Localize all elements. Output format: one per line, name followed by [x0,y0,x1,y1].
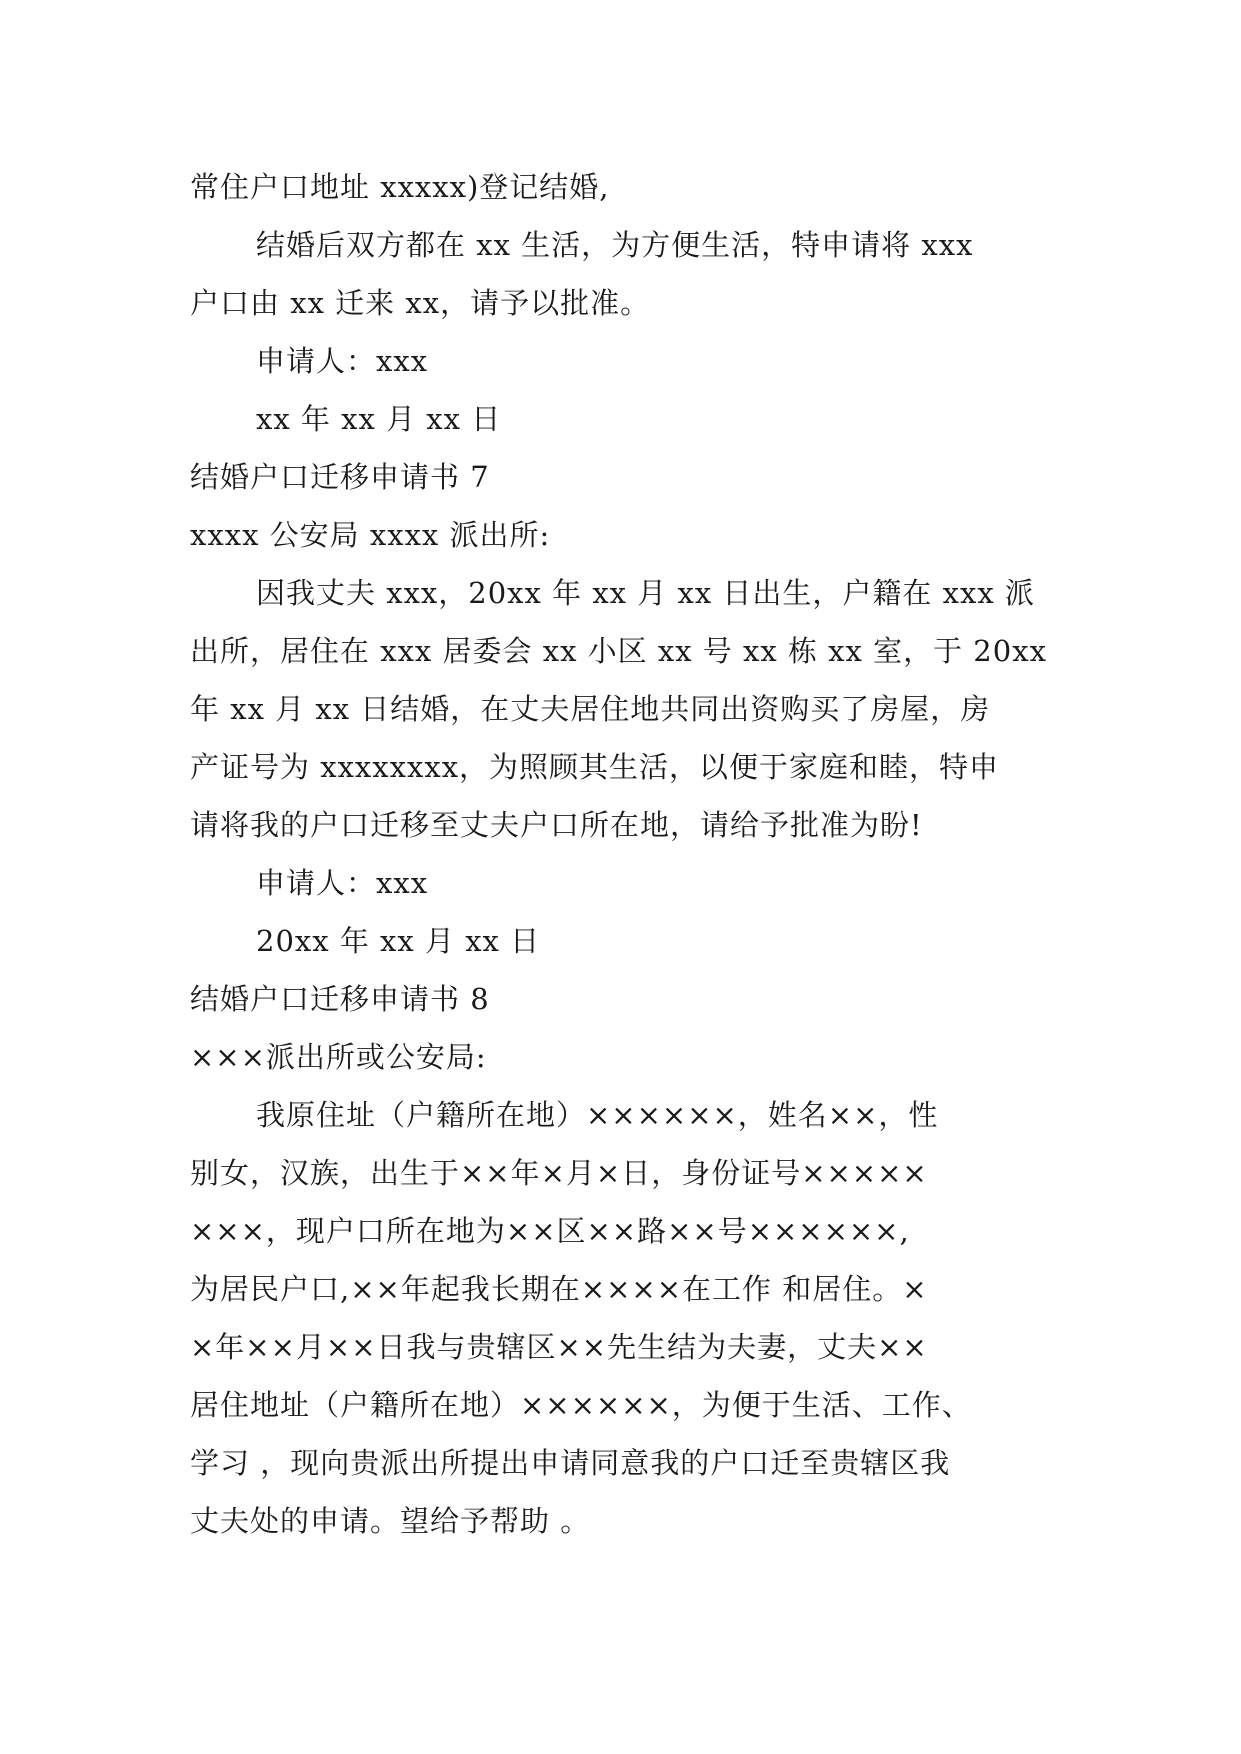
document-page [190,158,1070,1550]
date-line: xx 年 xx 月 xx 日 [256,402,502,436]
signature-line: 申请人：xxx [256,866,429,900]
addressee-line: ×××派出所或公安局: [190,1040,487,1074]
text-line: 产证号为 xxxxxxxx，为照顾其生活，以便于家庭和睦，特申 [190,750,1000,784]
text-line: 因我丈夫 xxx，20xx 年 xx 月 xx 日出生，户籍在 xxx 派 [256,576,1035,610]
date-line: 20xx 年 xx 月 xx 日 [256,924,541,958]
text-line: 户口由 xx 迁来 xx，请予以批准。 [190,286,651,320]
signature-line: 申请人：xxx [256,344,429,378]
text-line: 别女，汉族，出生于××年×月×日，身份证号××××× [190,1156,928,1190]
text-line: 丈夫处的申请。望给予帮助 。 [190,1504,591,1538]
text-line: ×××，现户口所在地为××区××路××号××××××, [190,1214,910,1248]
text-line: 居住地址（户籍所在地）××××××，为便于生活、工作、 [190,1388,972,1422]
section-title: 结婚户口迁移申请书 7 [190,460,490,494]
text-line: 学习 ，现向贵派出所提出申请同意我的户口迁至贵辖区我 [190,1446,951,1480]
text-line: 常住户口地址 xxxxx)登记结婚, [190,170,610,204]
text-line: 我原住址（户籍所在地）××××××，姓名××，性 [256,1098,939,1132]
addressee-line: xxxx 公安局 xxxx 派出所: [190,518,551,552]
text-line: 结婚后双方都在 xx 生活，为方便生活，特申请将 xxx [256,228,974,262]
text-line: 为居民户口,××年起我长期在××××在工作 和居住。× [190,1272,928,1306]
text-line: 年 xx 月 xx 日结婚，在丈夫居住地共同出资购买了房屋，房 [190,692,991,726]
text-line: 请将我的户口迁移至丈夫户口所在地，请给予批准为盼! [190,808,923,842]
text-line: 出所，居住在 xxx 居委会 xx 小区 xx 号 xx 栋 xx 室，于 20xx [190,634,1047,668]
section-title: 结婚户口迁移申请书 8 [190,982,490,1016]
text-line: ×年××月××日我与贵辖区××先生结为夫妻，丈夫×× [190,1330,928,1364]
